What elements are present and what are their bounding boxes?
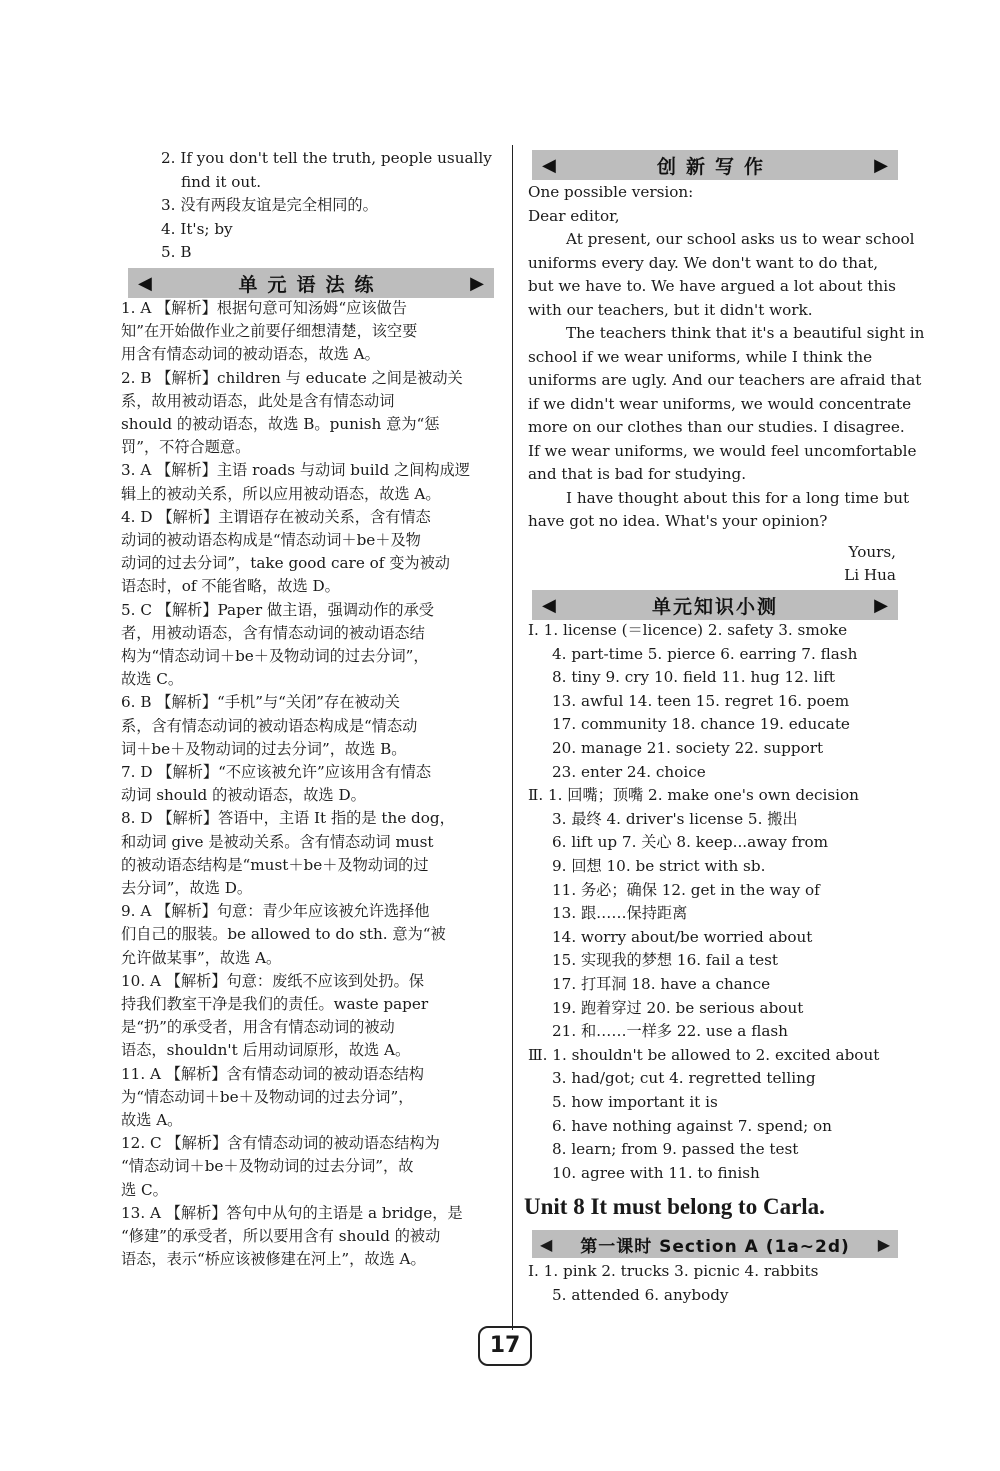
- triangle-right-icon: ▶: [877, 1234, 890, 1254]
- triangle-right-icon: ▶: [470, 272, 484, 294]
- text-line: 4. D 【解析】主谓语存在被动关系，含有情态: [121, 507, 431, 526]
- text-line: 动词 should 的被动语态，故选 D。: [121, 786, 366, 805]
- text-line: 用含有情态动词的被动语态，故选 A。: [121, 345, 380, 364]
- text-line: “修建”的承受者，所以要用含有 should 的被动: [121, 1227, 441, 1245]
- text-line: 故选 A。: [121, 1111, 183, 1129]
- text-line: 17. 打耳洞 18. have a chance: [552, 975, 771, 993]
- text-line: if we didn't wear uniforms, we would concentrate: [528, 394, 912, 413]
- text-line: find it out.: [181, 172, 262, 191]
- writing-title: 创新写作: [656, 155, 773, 178]
- text-line: 21. 和……一样多 22. use a flash: [552, 1022, 788, 1041]
- text-line: 13. A 【解析】答句中从句的主语是 a bridge，是: [121, 1203, 463, 1222]
- text-line: 5. B: [161, 243, 192, 261]
- letter-closing: Yours,: [848, 543, 896, 561]
- text-line: 词＋be＋及物动词的过去分词”，故选 B。: [121, 739, 407, 758]
- writing-banner: [532, 150, 898, 180]
- text-line: “情态动词＋be＋及物动词的过去分词”，故: [121, 1157, 414, 1176]
- text-line: 动词的过去分词”，take good care of 变为被动: [121, 554, 450, 573]
- text-line: school if we wear uniforms, while I think the: [528, 347, 873, 366]
- text-line: 语态时，of 不能省略，故选 D。: [121, 577, 340, 596]
- text-line: and that is bad for studying.: [528, 465, 747, 483]
- text-line: 17. community 18. chance 19. educate: [552, 715, 850, 734]
- text-line: 23. enter 24. choice: [552, 762, 706, 781]
- page-number: 17: [478, 1326, 532, 1366]
- unit-title: Unit 8 It must belong to Carla.: [524, 1194, 825, 1219]
- text-line: 20. manage 21. society 22. support: [552, 739, 824, 757]
- text-line: 5. attended 6. anybody: [552, 1285, 729, 1304]
- section-banner: [532, 1230, 898, 1258]
- triangle-left-icon: ◀: [138, 272, 152, 294]
- text-line: 和动词 give 是被动关系。含有情态动词 must: [121, 832, 434, 851]
- column-divider: [512, 145, 513, 1330]
- text-line: 8. tiny 9. cry 10. field 11. hug 12. lift: [552, 668, 835, 687]
- text-line: 持我们教室干净是我们的责任。waste paper: [121, 995, 429, 1013]
- text-line: 语态，shouldn't 后用动词原形，故选 A。: [121, 1041, 411, 1060]
- text-line: 10. A 【解析】句意：废纸不应该到处扔。保: [121, 971, 424, 990]
- text-line: 19. 跑着穿过 20. be serious about: [552, 998, 804, 1017]
- text-line: 知”在开始做作业之前要仔细想清楚，该空要: [121, 322, 418, 341]
- text-line: 5. how important it is: [552, 1093, 718, 1111]
- quiz-banner: [532, 590, 898, 620]
- text-line: 4. It's; by: [161, 219, 233, 238]
- triangle-left-icon: ◀: [542, 154, 556, 176]
- text-line: 5. C 【解析】Paper 做主语，强调动作的承受: [121, 600, 434, 619]
- quiz-title: 单元知识小测: [651, 595, 778, 618]
- text-line: 者，用被动语态，含有情态动词的被动语态结: [121, 623, 425, 642]
- text-line: 允许做某事”，故选 A。: [121, 948, 282, 967]
- text-line: 11. A 【解析】含有情态动词的被动语态结构: [121, 1064, 424, 1083]
- section-title: 第一课时 Section A (1a~2d): [580, 1236, 850, 1257]
- text-line: Ⅲ. 1. shouldn't be allowed to 2. excited about: [528, 1045, 880, 1064]
- text-line: 6. B 【解析】“手机”与“关闭”存在被动关: [121, 693, 400, 712]
- triangle-right-icon: ▶: [874, 154, 888, 176]
- triangle-left-icon: ◀: [540, 1234, 553, 1254]
- text-line: 8. D 【解析】答语中，主语 It 指的是 the dog，: [121, 809, 455, 828]
- triangle-left-icon: ◀: [542, 594, 556, 616]
- text-line: 故选 C。: [121, 670, 184, 689]
- text-line: Ⅰ. 1. pink 2. trucks 3. picnic 4. rabbits: [528, 1262, 819, 1280]
- text-line: with our teachers, but it didn't work.: [528, 300, 813, 319]
- text-line: One possible version:: [528, 183, 694, 201]
- text-line: 们自己的服装。be allowed to do sth. 意为“被: [121, 925, 446, 944]
- text-line: 11. 务必；确保 12. get in the way of: [552, 880, 820, 899]
- text-line: uniforms are ugly. And our teachers are afraid that: [528, 371, 922, 389]
- text-line: 去分词”，故选 D。: [121, 879, 253, 897]
- text-line: 10. agree with 11. to finish: [552, 1163, 760, 1182]
- text-line: 7. D 【解析】“不应该被允许”应该用含有情态: [121, 763, 432, 781]
- text-line: 9. A 【解析】句意：青少年应该被允许选择他: [121, 902, 430, 921]
- text-line: Ⅰ. 1. license (＝licence) 2. safety 3. smoke: [528, 621, 848, 639]
- text-line: 9. 回想 10. be strict with sb.: [552, 857, 766, 875]
- text-line: 动词的被动语态构成是“情态动词＋be＋及物: [121, 531, 421, 549]
- text-line: 13. 跟……保持距离: [552, 904, 688, 923]
- text-line: more on our clothes than our studies. I disagree.: [528, 418, 905, 436]
- text-line: 6. lift up 7. 关心 8. keep...away from: [552, 833, 829, 852]
- text-line: Dear editor,: [528, 206, 620, 225]
- text-line: 语态，表示“桥应该被修建在河上”，故选 A。: [121, 1250, 426, 1269]
- text-line: 15. 实现我的梦想 16. fail a test: [552, 951, 779, 970]
- text-line: 12. C 【解析】含有情态动词的被动语态结构为: [121, 1134, 440, 1153]
- text-line: 2. B 【解析】children 与 educate 之间是被动关: [121, 368, 463, 387]
- text-line: 4. part-time 5. pierce 6. earring 7. flash: [552, 644, 858, 663]
- text-line: At present, our school asks us to wear school: [566, 230, 915, 248]
- text-line: 2. If you don't tell the truth, people usually: [161, 149, 492, 167]
- letter-signature: Li Hua: [844, 566, 896, 584]
- text-line: 6. have nothing against 7. spend; on: [552, 1116, 832, 1135]
- text-line: 的被动语态结构是“must＋be＋及物动词的过: [121, 855, 429, 874]
- text-line: 1. A 【解析】根据句意可知汤姆“应该做告: [121, 299, 407, 317]
- grammar-banner: [128, 268, 494, 298]
- text-line: The teachers think that it's a beautiful sight in: [566, 324, 925, 342]
- text-line: 构为“情态动词＋be＋及物动词的过去分词”，: [121, 647, 429, 665]
- text-line: uniforms every day. We don't want to do that,: [528, 253, 879, 272]
- text-line: If we wear uniforms, we would feel uncomfortable: [528, 441, 917, 460]
- text-line: 是“扔”的承受者，用含有情态动词的被动: [121, 1018, 395, 1037]
- text-line: 3. 最终 4. driver's license 5. 搬出: [552, 809, 798, 828]
- text-line: I have thought about this for a long time but: [566, 488, 910, 507]
- text-line: 辑上的被动关系，所以应用被动语态，故选 A。: [121, 484, 441, 503]
- text-line: 罚”，不符合题意。: [121, 438, 251, 457]
- text-line: 系，含有情态动词的被动语态构成是“情态动: [121, 716, 418, 735]
- text-line: but we have to. We have argued a lot about this: [528, 277, 896, 295]
- triangle-right-icon: ▶: [874, 594, 888, 616]
- text-line: 3. had/got; cut 4. regretted telling: [552, 1069, 816, 1088]
- grammar-title: 单元语法练: [238, 273, 384, 296]
- text-line: 3. A 【解析】主语 roads 与动词 build 之间构成逻: [121, 461, 470, 480]
- text-line: 8. learn; from 9. passed the test: [552, 1140, 799, 1159]
- text-line: have got no idea. What's your opinion?: [528, 512, 828, 530]
- text-line: Ⅱ. 1. 回嘴；顶嘴 2. make one's own decision: [528, 786, 859, 805]
- text-line: 13. awful 14. teen 15. regret 16. poem: [552, 691, 850, 710]
- text-line: 为“情态动词＋be＋及物动词的过去分词”，: [121, 1087, 414, 1106]
- text-line: 14. worry about/be worried about: [552, 927, 813, 946]
- text-line: 3. 没有两段友谊是完全相同的。: [161, 196, 378, 214]
- text-line: 系，故用被动语态，此处是含有情态动词: [121, 391, 395, 410]
- text-line: 选 C。: [121, 1180, 168, 1199]
- text-line: should 的被动语态，故选 B。punish 意为“惩: [121, 415, 440, 433]
